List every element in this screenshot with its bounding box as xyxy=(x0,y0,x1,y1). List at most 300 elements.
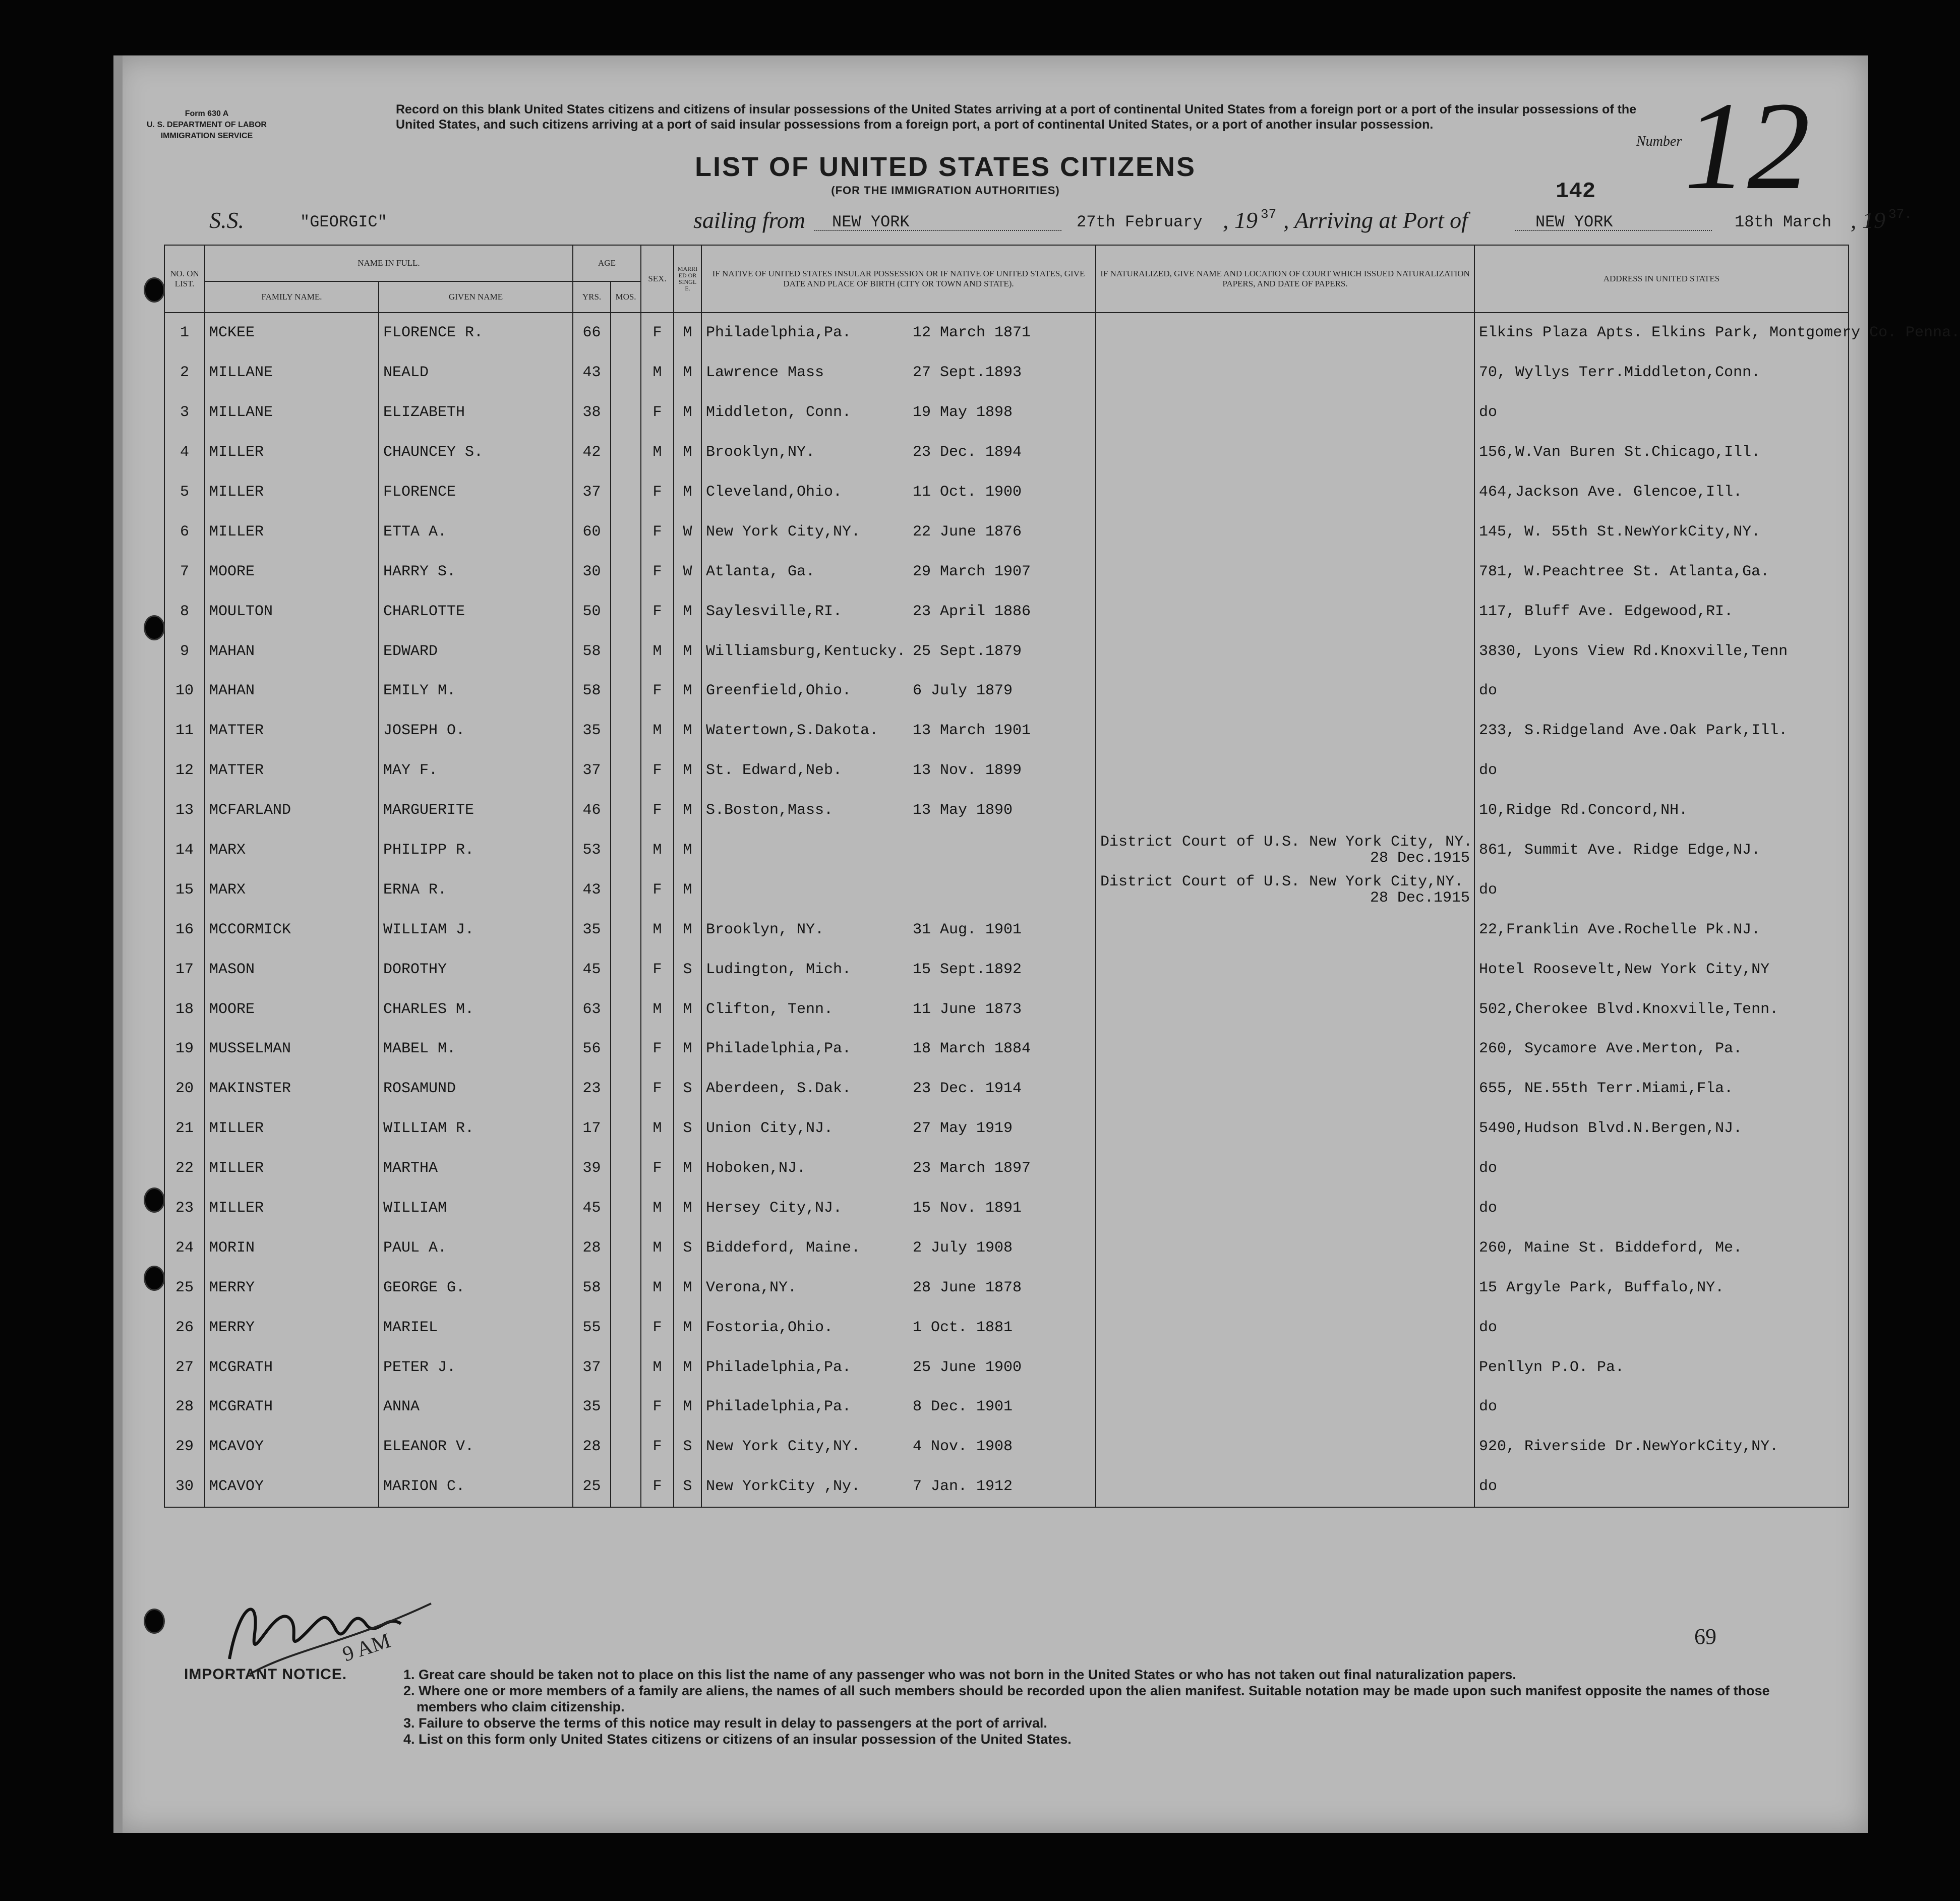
marital-status: M xyxy=(674,791,701,830)
row-number: 27 xyxy=(164,1347,205,1387)
row-number: 9 xyxy=(164,631,205,671)
address: 117, Bluff Ave. Edgewood,RI. xyxy=(1474,591,1849,631)
given-name: MAY F. xyxy=(379,751,573,791)
birth-place: Hoboken,NJ. xyxy=(706,1160,806,1177)
naturalization-cell xyxy=(1096,870,1474,910)
form-number: Form 630 A xyxy=(185,109,229,118)
number-label: Number xyxy=(1636,134,1682,149)
birth-cell xyxy=(701,1109,1096,1149)
age-months xyxy=(611,1149,641,1189)
given-name: FLORENCE xyxy=(379,472,573,512)
naturalization-cell xyxy=(1096,1427,1474,1467)
given-name: EMILY M. xyxy=(379,671,573,711)
table-row xyxy=(164,1467,1849,1507)
sex: F xyxy=(641,1029,674,1069)
given-name: MARION C. xyxy=(379,1467,573,1507)
birth-cell xyxy=(701,631,1096,671)
col-header-naturalized: IF NATURALIZED, GIVE NAME AND LOCATION OF COURT WHICH ISSUED NATURALIZATION PAPERS, AND DATE OF PAPERS. xyxy=(1096,245,1474,313)
service-name: IMMIGRATION SERVICE xyxy=(160,132,253,140)
family-name: MAHAN xyxy=(205,631,379,671)
family-name: MILLER xyxy=(205,1189,379,1228)
birth-cell xyxy=(701,751,1096,791)
birth-place: Verona,NY. xyxy=(706,1279,797,1296)
notice-item: 2. Where one or more members of a family are aliens, the names of all such members should be recorded upon the alien manifest. Suitable notation may be made upon such manifest opposite the names of those members who claim citizenship. xyxy=(403,1683,1770,1714)
age-years: 56 xyxy=(573,1029,611,1069)
form-instructions: Record on this blank United States citizens and citizens of insular possessions of the United States arriving at a port of continental United States from a foreign port or a port of the insular possessions of the United States, and such citizens arriving at a port of said insular possessions from a foreign port, a port of continental United States, or a port of another insular possession. xyxy=(396,102,1637,132)
naturalization-cell xyxy=(1096,1467,1474,1507)
family-name: MCKEE xyxy=(205,313,379,353)
row-number: 12 xyxy=(164,751,205,791)
departure-year: 37 xyxy=(1261,207,1277,222)
age-years: 50 xyxy=(573,591,611,631)
given-name: HARRY S. xyxy=(379,552,573,591)
page-title: LIST OF UNITED STATES CITIZENS xyxy=(695,152,1196,182)
family-name: MAKINSTER xyxy=(205,1069,379,1109)
birth-place: Williamsburg,Kentucky. xyxy=(706,642,906,660)
age-months xyxy=(611,1069,641,1109)
family-name: MASON xyxy=(205,949,379,989)
naturalization-cell xyxy=(1096,751,1474,791)
birth-place: Cleveland,Ohio. xyxy=(706,484,843,501)
birth-date: 23 Dec. 1914 xyxy=(913,1080,1022,1098)
address: 5490,Hudson Blvd.N.Bergen,NJ. xyxy=(1474,1109,1849,1149)
birth-cell xyxy=(701,1268,1096,1308)
family-name: MILLER xyxy=(205,512,379,552)
age-months xyxy=(611,989,641,1029)
age-months xyxy=(611,949,641,989)
address: do xyxy=(1474,393,1849,433)
address: 233, S.Ridgeland Ave.Oak Park,Ill. xyxy=(1474,711,1849,751)
birth-cell xyxy=(701,791,1096,830)
birth-date: 25 Sept.1879 xyxy=(913,642,1022,660)
birth-cell xyxy=(701,1069,1096,1109)
ss-label: S.S. xyxy=(209,207,244,233)
naturalization-cell xyxy=(1096,512,1474,552)
birth-date: 13 May 1890 xyxy=(913,802,1013,819)
sex: M xyxy=(641,1109,674,1149)
given-name: ANNA xyxy=(379,1387,573,1427)
birth-date: 13 Nov. 1899 xyxy=(913,762,1022,780)
age-years: 35 xyxy=(573,1387,611,1427)
age-months xyxy=(611,591,641,631)
given-name: ROSAMUND xyxy=(379,1069,573,1109)
birth-cell xyxy=(701,353,1096,393)
naturalization-cell xyxy=(1096,671,1474,711)
naturalization-cell xyxy=(1096,552,1474,591)
age-years: 55 xyxy=(573,1308,611,1347)
address: Hotel Roosevelt,New York City,NY xyxy=(1474,949,1849,989)
age-months xyxy=(611,353,641,393)
col-header-name: NAME IN FULL. xyxy=(205,245,573,281)
marital-status: M xyxy=(674,631,701,671)
table-row xyxy=(164,671,1849,711)
age-months xyxy=(611,1308,641,1347)
table-row xyxy=(164,1069,1849,1109)
arrival-year: 37. xyxy=(1888,207,1912,222)
age-months xyxy=(611,1427,641,1467)
sex: F xyxy=(641,949,674,989)
birth-cell xyxy=(701,989,1096,1029)
punch-hole xyxy=(144,1609,165,1634)
age-years: 25 xyxy=(573,1467,611,1507)
family-name: MCAVOY xyxy=(205,1427,379,1467)
arrival-year-prefix: , 19 xyxy=(1851,207,1885,233)
age-months xyxy=(611,552,641,591)
family-name: MUSSELMAN xyxy=(205,1029,379,1069)
sex: F xyxy=(641,1308,674,1347)
birth-place: Watertown,S.Dakota. xyxy=(706,722,879,740)
court-name: District Court of U.S. New York City,NY. xyxy=(1100,873,1464,890)
table-row xyxy=(164,552,1849,591)
given-name: JOSEPH O. xyxy=(379,711,573,751)
sex: F xyxy=(641,1427,674,1467)
notice-heading: IMPORTANT NOTICE. xyxy=(184,1666,347,1683)
punch-hole xyxy=(144,615,165,640)
family-name: MILLER xyxy=(205,1149,379,1189)
birth-cell xyxy=(701,830,1096,870)
birth-cell xyxy=(701,393,1096,433)
address: do xyxy=(1474,870,1849,910)
age-months xyxy=(611,910,641,949)
sex: M xyxy=(641,1228,674,1268)
marital-status: M xyxy=(674,1268,701,1308)
sex: F xyxy=(641,1467,674,1507)
row-number: 18 xyxy=(164,989,205,1029)
address: 920, Riverside Dr.NewYorkCity,NY. xyxy=(1474,1427,1849,1467)
row-number: 13 xyxy=(164,791,205,830)
marital-status: M xyxy=(674,1149,701,1189)
sex: M xyxy=(641,1268,674,1308)
row-number: 3 xyxy=(164,393,205,433)
notice-item: 4. List on this form only United States citizens or citizens of an insular possession of the United States. xyxy=(403,1732,1072,1747)
marital-status: M xyxy=(674,1029,701,1069)
marital-status: S xyxy=(674,1228,701,1268)
marital-status: M xyxy=(674,1308,701,1347)
age-years: 60 xyxy=(573,512,611,552)
address: do xyxy=(1474,1308,1849,1347)
age-months xyxy=(611,1029,641,1069)
arrival-port-line xyxy=(1515,230,1712,231)
sex: F xyxy=(641,552,674,591)
birth-place: Fostoria,Ohio. xyxy=(706,1319,834,1336)
row-number: 8 xyxy=(164,591,205,631)
birth-cell xyxy=(701,512,1096,552)
birth-cell xyxy=(701,711,1096,751)
sex: F xyxy=(641,671,674,711)
birth-cell xyxy=(701,1347,1096,1387)
naturalization-cell xyxy=(1096,1109,1474,1149)
departure-year-prefix: , 19 xyxy=(1223,207,1258,233)
stamp-number: 142 xyxy=(1556,179,1596,204)
birth-place: S.Boston,Mass. xyxy=(706,802,834,819)
form-identifier xyxy=(144,108,270,142)
birth-date: 22 June 1876 xyxy=(913,523,1022,541)
sex: F xyxy=(641,512,674,552)
given-name: FLORENCE R. xyxy=(379,313,573,353)
given-name: PETER J. xyxy=(379,1347,573,1387)
age-years: 43 xyxy=(573,870,611,910)
age-years: 45 xyxy=(573,1189,611,1228)
age-years: 28 xyxy=(573,1427,611,1467)
table-row xyxy=(164,751,1849,791)
birth-cell xyxy=(701,870,1096,910)
marital-status: M xyxy=(674,1347,701,1387)
given-name: DOROTHY xyxy=(379,949,573,989)
marital-status: W xyxy=(674,512,701,552)
sex: M xyxy=(641,989,674,1029)
address: 22,Franklin Ave.Rochelle Pk.NJ. xyxy=(1474,910,1849,949)
row-number: 17 xyxy=(164,949,205,989)
table-row xyxy=(164,1228,1849,1268)
family-name: MILLANE xyxy=(205,353,379,393)
departure-port: NEW YORK xyxy=(832,213,910,231)
arrival-date: 18th March xyxy=(1735,213,1832,231)
birth-date: 23 April 1886 xyxy=(913,603,1031,620)
sex: M xyxy=(641,631,674,671)
address: 781, W.Peachtree St. Atlanta,Ga. xyxy=(1474,552,1849,591)
age-years: 30 xyxy=(573,552,611,591)
marital-status: M xyxy=(674,353,701,393)
table-row xyxy=(164,1308,1849,1347)
page-subtitle: (FOR THE IMMIGRATION AUTHORITIES) xyxy=(831,184,1060,197)
court-date: 28 Dec.1915 xyxy=(1370,850,1470,867)
family-name: MCFARLAND xyxy=(205,791,379,830)
given-name: MARIEL xyxy=(379,1308,573,1347)
age-years: 17 xyxy=(573,1109,611,1149)
table-row xyxy=(164,472,1849,512)
row-number: 26 xyxy=(164,1308,205,1347)
birth-date: 15 Nov. 1891 xyxy=(913,1200,1022,1217)
address: Elkins Plaza Apts. Elkins Park, Montgomery Co. Penna. xyxy=(1474,313,1849,353)
birth-date: 12 March 1871 xyxy=(913,324,1031,342)
given-name: PHILIPP R. xyxy=(379,830,573,870)
birth-cell xyxy=(701,1427,1096,1467)
birth-cell xyxy=(701,1228,1096,1268)
notice-item: 3. Failure to observe the terms of this notice may result in delay to passengers at the port of arrival. xyxy=(403,1715,1047,1731)
row-number: 4 xyxy=(164,433,205,472)
birth-place: Middleton, Conn. xyxy=(706,404,852,422)
given-name: MARGUERITE xyxy=(379,791,573,830)
row-number: 10 xyxy=(164,671,205,711)
punch-hole xyxy=(144,277,165,303)
family-name: MILLER xyxy=(205,433,379,472)
given-name: WILLIAM xyxy=(379,1189,573,1228)
given-name: MABEL M. xyxy=(379,1029,573,1069)
marital-status: M xyxy=(674,711,701,751)
marital-status: M xyxy=(674,671,701,711)
birth-cell xyxy=(701,552,1096,591)
birth-date: 28 June 1878 xyxy=(913,1279,1022,1296)
age-years: 37 xyxy=(573,472,611,512)
family-name: MERRY xyxy=(205,1268,379,1308)
arriving-label: , Arriving at Port of xyxy=(1283,207,1468,233)
table-row xyxy=(164,1347,1849,1387)
age-months xyxy=(611,711,641,751)
naturalization-cell xyxy=(1096,433,1474,472)
notice-item: 1. Great care should be taken not to place on this list the name of any passenger who was not born in the United States or who has not taken out final naturalization papers. xyxy=(403,1667,1516,1682)
birth-place: New York City,NY. xyxy=(706,523,861,541)
marital-status: W xyxy=(674,552,701,591)
age-years: 38 xyxy=(573,393,611,433)
table-row xyxy=(164,433,1849,472)
birth-date: 1 Oct. 1881 xyxy=(913,1319,1013,1336)
address: 3830, Lyons View Rd.Knoxville,Tenn xyxy=(1474,631,1849,671)
row-number: 6 xyxy=(164,512,205,552)
family-name: MOORE xyxy=(205,552,379,591)
row-number: 7 xyxy=(164,552,205,591)
birth-date: 2 July 1908 xyxy=(913,1239,1013,1257)
table-row xyxy=(164,1149,1849,1189)
sailing-from-label: sailing from xyxy=(693,207,805,233)
age-years: 58 xyxy=(573,671,611,711)
punch-hole xyxy=(144,1187,165,1213)
birth-date: 7 Jan. 1912 xyxy=(913,1478,1013,1496)
row-number: 2 xyxy=(164,353,205,393)
age-years: 43 xyxy=(573,353,611,393)
table-row xyxy=(164,949,1849,989)
naturalization-cell xyxy=(1096,631,1474,671)
passenger-table xyxy=(164,245,1960,1508)
birth-place: Atlanta, Ga. xyxy=(706,563,815,580)
table-row xyxy=(164,591,1849,631)
age-years: 35 xyxy=(573,910,611,949)
row-number: 29 xyxy=(164,1427,205,1467)
row-number: 22 xyxy=(164,1149,205,1189)
age-months xyxy=(611,313,641,353)
birth-place: Philadelphia,Pa. xyxy=(706,324,852,342)
birth-cell xyxy=(701,949,1096,989)
naturalization-cell xyxy=(1096,472,1474,512)
table-row xyxy=(164,1029,1849,1069)
marital-status: M xyxy=(674,870,701,910)
row-number: 5 xyxy=(164,472,205,512)
family-name: MILLER xyxy=(205,1109,379,1149)
family-name: MCGRATH xyxy=(205,1347,379,1387)
sex: F xyxy=(641,472,674,512)
marital-status: M xyxy=(674,313,701,353)
naturalization-cell xyxy=(1096,1149,1474,1189)
row-number: 11 xyxy=(164,711,205,751)
birth-place: Brooklyn,NY. xyxy=(706,444,815,461)
address: 260, Sycamore Ave.Merton, Pa. xyxy=(1474,1029,1849,1069)
department-name: U. S. DEPARTMENT OF LABOR xyxy=(147,121,267,129)
table-row xyxy=(164,1427,1849,1467)
arrival-port: NEW YORK xyxy=(1535,213,1613,231)
row-number: 19 xyxy=(164,1029,205,1069)
birth-cell xyxy=(701,313,1096,353)
address: Penllyn P.O. Pa. xyxy=(1474,1347,1849,1387)
marital-status: M xyxy=(674,910,701,949)
birth-place: Union City,NJ. xyxy=(706,1120,834,1138)
birth-cell xyxy=(701,910,1096,949)
age-months xyxy=(611,1228,641,1268)
sex: F xyxy=(641,1387,674,1427)
sex: F xyxy=(641,313,674,353)
birth-place: New York City,NY. xyxy=(706,1438,861,1456)
family-name: MARX xyxy=(205,870,379,910)
row-number: 25 xyxy=(164,1268,205,1308)
naturalization-cell xyxy=(1096,1347,1474,1387)
given-name: EDWARD xyxy=(379,631,573,671)
family-name: MERRY xyxy=(205,1308,379,1347)
family-name: MATTER xyxy=(205,711,379,751)
row-number: 15 xyxy=(164,870,205,910)
address: do xyxy=(1474,671,1849,711)
age-months xyxy=(611,791,641,830)
row-number: 14 xyxy=(164,830,205,870)
sex: F xyxy=(641,751,674,791)
sex: M xyxy=(641,830,674,870)
age-months xyxy=(611,393,641,433)
birth-cell xyxy=(701,671,1096,711)
row-number: 28 xyxy=(164,1387,205,1427)
col-header-address: ADDRESS IN UNITED STATES xyxy=(1474,245,1849,313)
age-months xyxy=(611,512,641,552)
birth-place: Greenfield,Ohio. xyxy=(706,682,852,700)
table-row xyxy=(164,631,1849,671)
sheet-edge xyxy=(113,55,123,1833)
birth-cell xyxy=(701,1308,1096,1347)
col-header-age: AGE xyxy=(573,245,641,281)
birth-place: Philadelphia,Pa. xyxy=(706,1358,852,1376)
family-name: MOULTON xyxy=(205,591,379,631)
given-name: WILLIAM R. xyxy=(379,1109,573,1149)
given-name: CHAUNCEY S. xyxy=(379,433,573,472)
naturalization-cell xyxy=(1096,1268,1474,1308)
naturalization-cell xyxy=(1096,791,1474,830)
row-number: 21 xyxy=(164,1109,205,1149)
departure-date: 27th February xyxy=(1077,213,1203,231)
sex: M xyxy=(641,1189,674,1228)
age-years: 23 xyxy=(573,1069,611,1109)
age-years: 28 xyxy=(573,1228,611,1268)
age-years: 37 xyxy=(573,751,611,791)
naturalization-cell xyxy=(1096,711,1474,751)
address: do xyxy=(1474,751,1849,791)
birth-place: Aberdeen, S.Dak. xyxy=(706,1080,852,1098)
given-name: MARTHA xyxy=(379,1149,573,1189)
row-number: 1 xyxy=(164,313,205,353)
birth-place: Biddeford, Maine. xyxy=(706,1239,861,1257)
marital-status: S xyxy=(674,1109,701,1149)
birth-place: Ludington, Mich. xyxy=(706,961,852,978)
table-row xyxy=(164,711,1849,751)
address: 502,Cherokee Blvd.Knoxville,Tenn. xyxy=(1474,989,1849,1029)
sex: F xyxy=(641,393,674,433)
sex: M xyxy=(641,433,674,472)
table-row xyxy=(164,353,1849,393)
page-number: 69 xyxy=(1694,1624,1716,1649)
given-name: ELIZABETH xyxy=(379,393,573,433)
birth-date: 27 May 1919 xyxy=(913,1120,1013,1138)
naturalization-cell xyxy=(1096,830,1474,870)
row-number: 23 xyxy=(164,1189,205,1228)
row-number: 24 xyxy=(164,1228,205,1268)
age-months xyxy=(611,870,641,910)
given-name: WILLIAM J. xyxy=(379,910,573,949)
age-months xyxy=(611,472,641,512)
given-name: ELEANOR V. xyxy=(379,1427,573,1467)
birth-cell xyxy=(701,433,1096,472)
marital-status: M xyxy=(674,591,701,631)
birth-date: 23 March 1897 xyxy=(913,1160,1031,1177)
marital-status: M xyxy=(674,1189,701,1228)
ship-name: "GEORGIC" xyxy=(300,213,387,231)
birth-place: Saylesville,RI. xyxy=(706,603,843,620)
birth-place: Philadelphia,Pa. xyxy=(706,1398,852,1416)
table-row xyxy=(164,1109,1849,1149)
naturalization-cell xyxy=(1096,910,1474,949)
